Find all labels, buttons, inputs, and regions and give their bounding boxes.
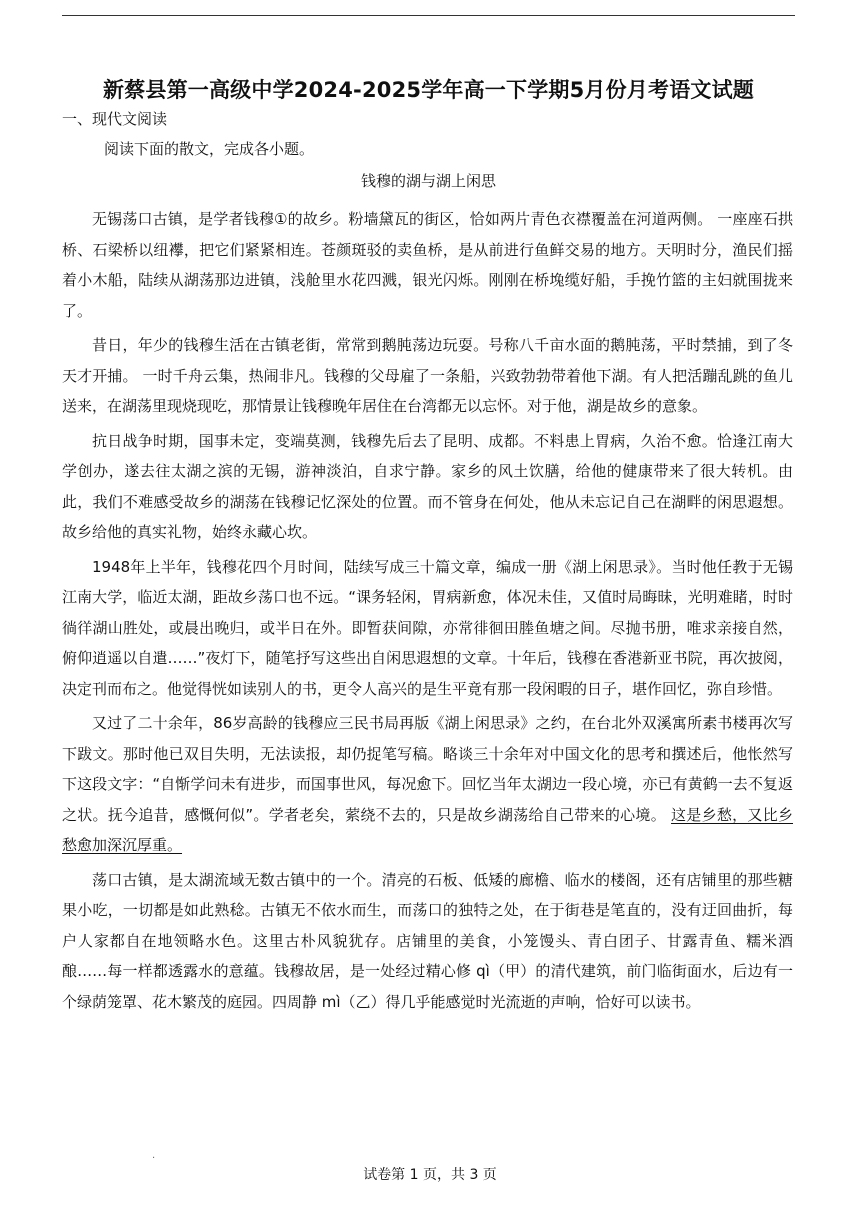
underlined-sentence: 这是乡愁，又比乡愁愈加深沉厚重。 bbox=[62, 805, 793, 854]
essay-paragraph: 无锡荡口古镇，是学者钱穆①的故乡。粉墙黛瓦的街区，恰如两片青色衣襟覆盖在河道两侧。 一座座石拱桥、石梁桥以纽襻，把它们紧紧相连。苍颜斑驳的卖鱼桥，是从前进行鱼鲜交易的地方。天明时分，渔民们摇着小木船，陆续从湖荡那边进镇，浅舱里水花四溅，银光闪烁。刚刚在桥堍缆好船，手挽竹篮的主妇就围拢来了。 bbox=[62, 210, 793, 320]
essay-paragraph: 昔日，年少的钱穆生活在古镇老街，常常到鹅肫荡边玩耍。号称八千亩水面的鹅肫荡，平时禁捕，到了冬天才开捕。 一时千舟云集，热闹非凡。钱穆的父母雇了一条船，兴致勃勃带着他下湖。有人把活蹦乱跳的鱼儿送来，在湖荡里现烧现吃，那情景让钱穆晚年居住在台湾都无以忘怀。对于他，湖是故乡的意象。 bbox=[62, 336, 793, 415]
essay-paragraph: 抗日战争时期，国事未定，变端莫测，钱穆先后去了昆明、成都。不料患上胃病，久治不愈。恰逢江南大学创办，遂去往太湖之滨的无锡，游神淡泊，自求宁静。家乡的风土饮膳，给他的健康带来了很大转机。由此，我们不难感受故乡的湖荡在钱穆记忆深处的位置。而不管身在何处，他从未忘记自己在湖畔的闲思遐想。故乡给他的真实礼物，始终永藏心坎。 bbox=[62, 431, 793, 541]
exam-title: 新蔡县第一高级中学2024-2025学年高一下学期5月份月考语文试题 bbox=[102, 78, 755, 102]
paragraph-text: 又过了二十余年，86岁高龄的钱穆应三民书局再版《湖上闲思录》之约，在台北外双溪寓所素书楼再次写下跋文。那时他已双目失明，无法读报，却仍捉笔写稿。略谈三十余年对中国文化的思考和撰述后，他怅然写下这段文字：“自惭学问未有进步，而国事世风，每况愈下。回忆当年太湖边一段心境，亦已有黄鹤一去不复返之状。抚今追昔，感慨何似”。学者老矣，萦绕不去的，只是故乡湖荡给自己带来的心境。 bbox=[62, 714, 793, 824]
header-rule bbox=[62, 15, 795, 16]
essay-title: 钱穆的湖与湖上闲思 bbox=[360, 172, 496, 190]
page-number: 试卷第 1 页，共 3 页 bbox=[363, 1167, 497, 1183]
essay-body bbox=[62, 204, 793, 1021]
essay-paragraph: 荡口古镇，是太湖流域无数古镇中的一个。清亮的石板、低矮的廊檐、临水的楼阁，还有店铺里的那些糖果小吃，一切都是如此熟稔。古镇无不依水而生，而荡口的独特之处，在于街巷是笔直的，没有迂回曲折，每户人家都自在地领略水色。这里古朴风貌犹存。店铺里的美食，小笼馒头、青白团子、甘露青鱼、糯米酒酿……每一样都透露水的意蕴。钱穆故居，是一处经过精心修 qì（甲）的清代建筑，前门临街面水，后边有一个绿荫笼罩、花木繁茂的庭园。四周静 mì（乙）得几乎能感觉时光流逝的声响，恰好可以读书。 bbox=[62, 870, 793, 1011]
footer-mark: . bbox=[152, 1150, 156, 1161]
reading-instruction: 阅读下面的散文，完成各小题。 bbox=[104, 140, 315, 158]
essay-paragraph bbox=[62, 708, 793, 861]
section-heading: 一、现代文阅读 bbox=[62, 110, 168, 128]
essay-paragraph: 1948年上半年，钱穆花四个月时间，陆续写成三十篇文章，编成一册《湖上闲思录》。当时他任教于无锡江南大学，临近太湖，距故乡荡口也不远。“课务轻闲，胃病新愈，体况未佳，又值时局晦昧，光明难睹，时时徜徉湖山胜处，或晨出晚归，或半日在外。即暂获间隙，亦常徘徊田塍鱼塘之间。尽抛书册，唯求亲接自然，俯仰逍遥以自遣……”夜灯下，随笔抒写这些出自闲思遐想的文章。十年后，钱穆在香港新亚书院，再次披阅，决定刊而布之。他觉得恍如读别人的书，更令人高兴的是生平竟有那一段闲暇的日子，堪作回忆，弥自珍惜。 bbox=[62, 557, 793, 698]
